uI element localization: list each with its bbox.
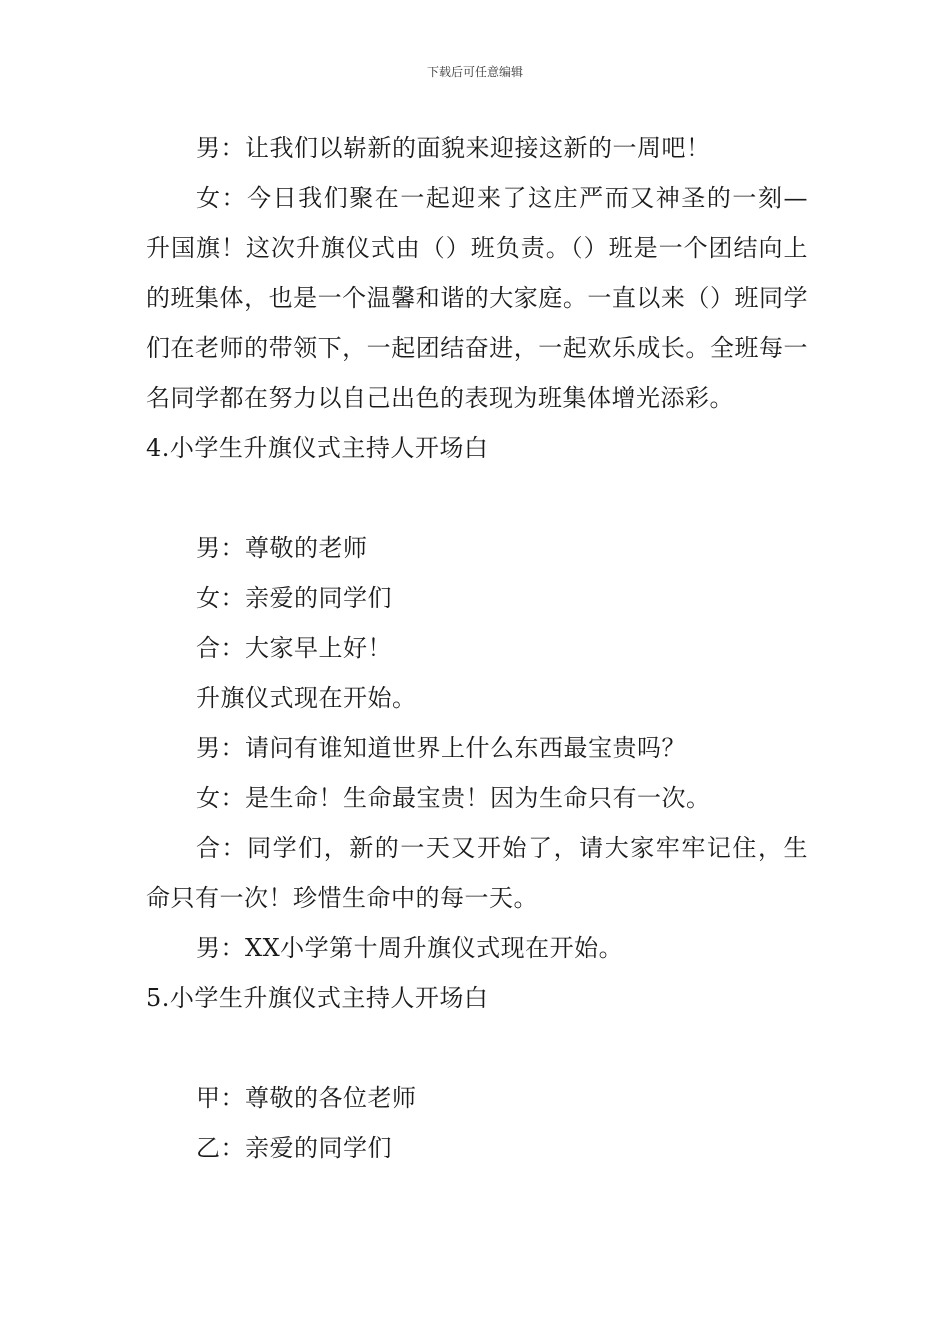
paragraph: 乙：亲爱的同学们 [196, 1134, 392, 1162]
blank-line [146, 473, 808, 523]
section-heading: 5.小学生升旗仪式主持人开场白 [146, 984, 489, 1012]
paragraph: 男：尊敬的老师 [196, 534, 368, 562]
blank-line [146, 1023, 808, 1073]
paragraph: 男：XX小学第十周升旗仪式现在开始。 [196, 934, 624, 962]
paragraph: 女：今日我们聚在一起迎来了这庄严而又神圣的一刻—升国旗！这次升旗仪式由（）班负责。（）班是一个团结向上的班集体，也是一个温馨和谐的大家庭。一直以来（）班同学们在老师的带领下，一起团结奋进，一起欢乐成长。全班每一名同学都在努力以自己出色的表现为班集体增光添彩。 [146, 184, 808, 412]
paragraph: 合：同学们，新的一天又开始了，请大家牢牢记住，生命只有一次！珍惜生命中的每一天。 [146, 834, 808, 912]
paragraph: 女：亲爱的同学们 [196, 584, 392, 612]
paragraph: 男：请问有谁知道世界上什么东西最宝贵吗？ [196, 734, 686, 762]
page-header: 下载后可任意编辑 [426, 65, 523, 79]
paragraph: 升旗仪式现在开始。 [196, 684, 417, 712]
paragraph: 女：是生命！生命最宝贵！因为生命只有一次。 [196, 784, 711, 812]
paragraph: 甲：尊敬的各位老师 [196, 1084, 417, 1112]
paragraph: 男：让我们以崭新的面貌来迎接这新的一周吧！ [196, 134, 711, 162]
section-heading: 4.小学生升旗仪式主持人开场白 [146, 434, 489, 462]
document-body [146, 123, 808, 1173]
paragraph: 合：大家早上好！ [196, 634, 392, 662]
